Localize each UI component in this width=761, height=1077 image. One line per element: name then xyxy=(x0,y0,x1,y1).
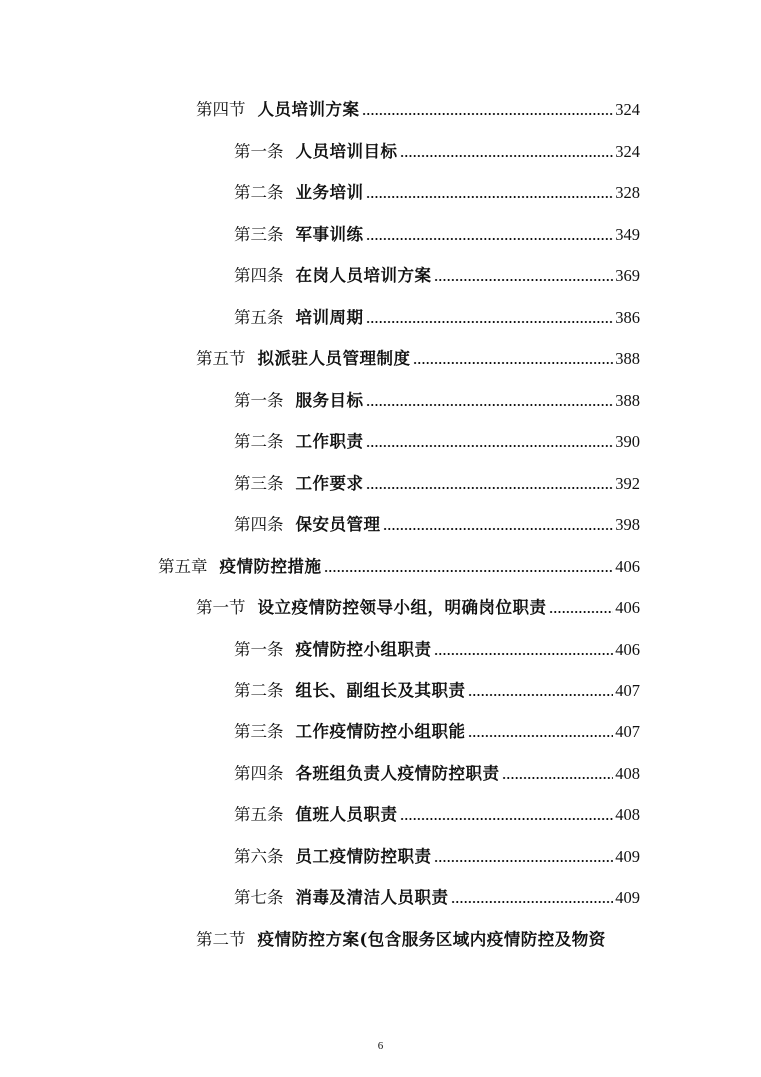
toc-entry-title: 人员培训目标 xyxy=(295,142,398,161)
toc-entry-title: 培训周期 xyxy=(295,308,364,327)
toc-entry-number: 第四节 xyxy=(196,100,246,119)
toc-leader-dots xyxy=(468,693,614,697)
toc-entry-page: 406 xyxy=(615,598,640,617)
toc-leader-dots xyxy=(400,154,614,158)
toc-entry-title: 疫情防控小组职责 xyxy=(295,640,432,659)
toc-entry-page: 349 xyxy=(615,225,640,244)
toc-entry-title: 工作职责 xyxy=(295,432,364,451)
toc-leader-dots xyxy=(383,527,614,531)
toc-entry-title: 设立疫情防控领导小组，明确岗位职责 xyxy=(257,598,547,617)
toc-entry-number: 第五章 xyxy=(158,557,208,576)
toc-entry-article[interactable] xyxy=(234,224,640,246)
toc-entry-page: 324 xyxy=(615,100,640,119)
toc-entry-article[interactable] xyxy=(234,473,640,495)
toc-entry-article[interactable] xyxy=(234,804,640,826)
toc-leader-dots xyxy=(366,320,614,324)
toc-entry-number: 第四条 xyxy=(234,764,284,783)
toc-leader-dots xyxy=(434,652,614,656)
toc-leader-dots xyxy=(451,900,614,904)
toc-entry-title: 拟派驻人员管理制度 xyxy=(257,349,411,368)
toc-leader-dots xyxy=(366,403,614,407)
toc-entry-article[interactable] xyxy=(234,763,640,785)
toc-entry-title: 值班人员职责 xyxy=(295,805,398,824)
toc-entry-title: 组长、副组长及其职责 xyxy=(295,681,466,700)
toc-entry-chapter[interactable] xyxy=(158,556,640,578)
toc-entry-article[interactable] xyxy=(234,307,640,329)
toc-entry-number: 第四条 xyxy=(234,266,284,285)
toc-entry-page: 407 xyxy=(615,722,640,741)
toc-entry-title: 军事训练 xyxy=(295,225,364,244)
toc-entry-article[interactable] xyxy=(234,721,640,743)
toc-entry-page: 409 xyxy=(615,847,640,866)
toc-entry-number: 第一条 xyxy=(234,640,284,659)
toc-entry-page: 406 xyxy=(615,640,640,659)
toc-entry-number: 第三条 xyxy=(234,225,284,244)
toc-entry-page: 398 xyxy=(615,515,640,534)
toc-entry-article[interactable] xyxy=(234,390,640,412)
toc-leader-dots xyxy=(434,278,614,282)
toc-entry-page: 392 xyxy=(615,474,640,493)
toc-entry-title: 工作疫情防控小组职能 xyxy=(295,722,466,741)
toc-entry-number: 第二条 xyxy=(234,432,284,451)
toc-entry-number: 第五条 xyxy=(234,805,284,824)
toc-entry-article[interactable] xyxy=(234,265,640,287)
toc-entry-number: 第二条 xyxy=(234,183,284,202)
toc-entry-article[interactable] xyxy=(234,141,640,163)
toc-entry-page: 408 xyxy=(615,764,640,783)
toc-entry-page: 388 xyxy=(615,349,640,368)
toc-entry-number: 第六条 xyxy=(234,847,284,866)
toc-entry-article[interactable] xyxy=(234,514,640,536)
toc-entry-number: 第五条 xyxy=(234,308,284,327)
toc-leader-dots xyxy=(366,237,614,241)
toc-entry-article[interactable] xyxy=(234,846,640,868)
toc-leader-dots xyxy=(324,569,614,573)
toc-entry-article[interactable] xyxy=(234,182,640,204)
toc-entry-number: 第七条 xyxy=(234,888,284,907)
toc-entry-page: 324 xyxy=(615,142,640,161)
toc-entry-page: 328 xyxy=(615,183,640,202)
page-number: 6 xyxy=(377,1040,384,1052)
toc-entry-title: 在岗人员培训方案 xyxy=(295,266,432,285)
toc-leader-dots xyxy=(400,817,614,821)
toc-entry-number: 第一条 xyxy=(234,142,284,161)
toc-entry-number: 第一节 xyxy=(196,598,246,617)
toc-entry-number: 第三条 xyxy=(234,474,284,493)
toc-entry-title: 员工疫情防控职责 xyxy=(295,847,432,866)
toc-entry-page: 407 xyxy=(615,681,640,700)
toc-entry-page: 408 xyxy=(615,805,640,824)
toc-leader-dots xyxy=(502,776,614,780)
toc-leader-dots xyxy=(366,444,614,448)
toc-entry-page: 406 xyxy=(615,557,640,576)
toc-entry-title: 疫情防控方案(包含服务区域内疫情防控及物资 xyxy=(257,930,606,949)
toc-entry-title: 各班组负责人疫情防控职责 xyxy=(295,764,500,783)
toc-entry-title: 业务培训 xyxy=(295,183,364,202)
toc-entry-number: 第四条 xyxy=(234,515,284,534)
toc-entry-article[interactable] xyxy=(234,887,640,909)
toc-entry-article[interactable] xyxy=(234,639,640,661)
toc-entry-article[interactable] xyxy=(234,431,640,453)
toc-leader-dots xyxy=(434,859,614,863)
toc-entry-page: 386 xyxy=(615,308,640,327)
toc-entry-number: 第三条 xyxy=(234,722,284,741)
toc-entry-section[interactable] xyxy=(196,99,640,121)
toc-entry-title: 人员培训方案 xyxy=(257,100,360,119)
toc-entry-section[interactable] xyxy=(196,348,640,370)
toc-entry-title: 疫情防控措施 xyxy=(219,557,322,576)
toc-entry-page: 369 xyxy=(615,266,640,285)
toc-entry-title: 保安员管理 xyxy=(295,515,381,534)
toc-entry-title: 消毒及清洁人员职责 xyxy=(295,888,449,907)
toc-entry-article[interactable] xyxy=(234,680,640,702)
toc-entry-number: 第五节 xyxy=(196,349,246,368)
toc-entry-section[interactable] xyxy=(196,597,640,619)
toc-entry-title: 工作要求 xyxy=(295,474,364,493)
toc-leader-dots xyxy=(468,734,614,738)
toc-leader-dots xyxy=(366,195,614,199)
toc-entry-section[interactable] xyxy=(196,929,646,951)
toc-leader-dots xyxy=(366,486,614,490)
toc-leader-dots xyxy=(413,361,614,365)
toc-entry-title: 服务目标 xyxy=(295,391,364,410)
toc-entry-number: 第二条 xyxy=(234,681,284,700)
toc-entry-page: 388 xyxy=(615,391,640,410)
toc-entry-page: 390 xyxy=(615,432,640,451)
toc-leader-dots xyxy=(362,112,614,116)
toc-leader-dots xyxy=(549,610,614,614)
toc-entry-page: 409 xyxy=(615,888,640,907)
toc-entry-number: 第一条 xyxy=(234,391,284,410)
toc-entry-number: 第二节 xyxy=(196,930,246,949)
